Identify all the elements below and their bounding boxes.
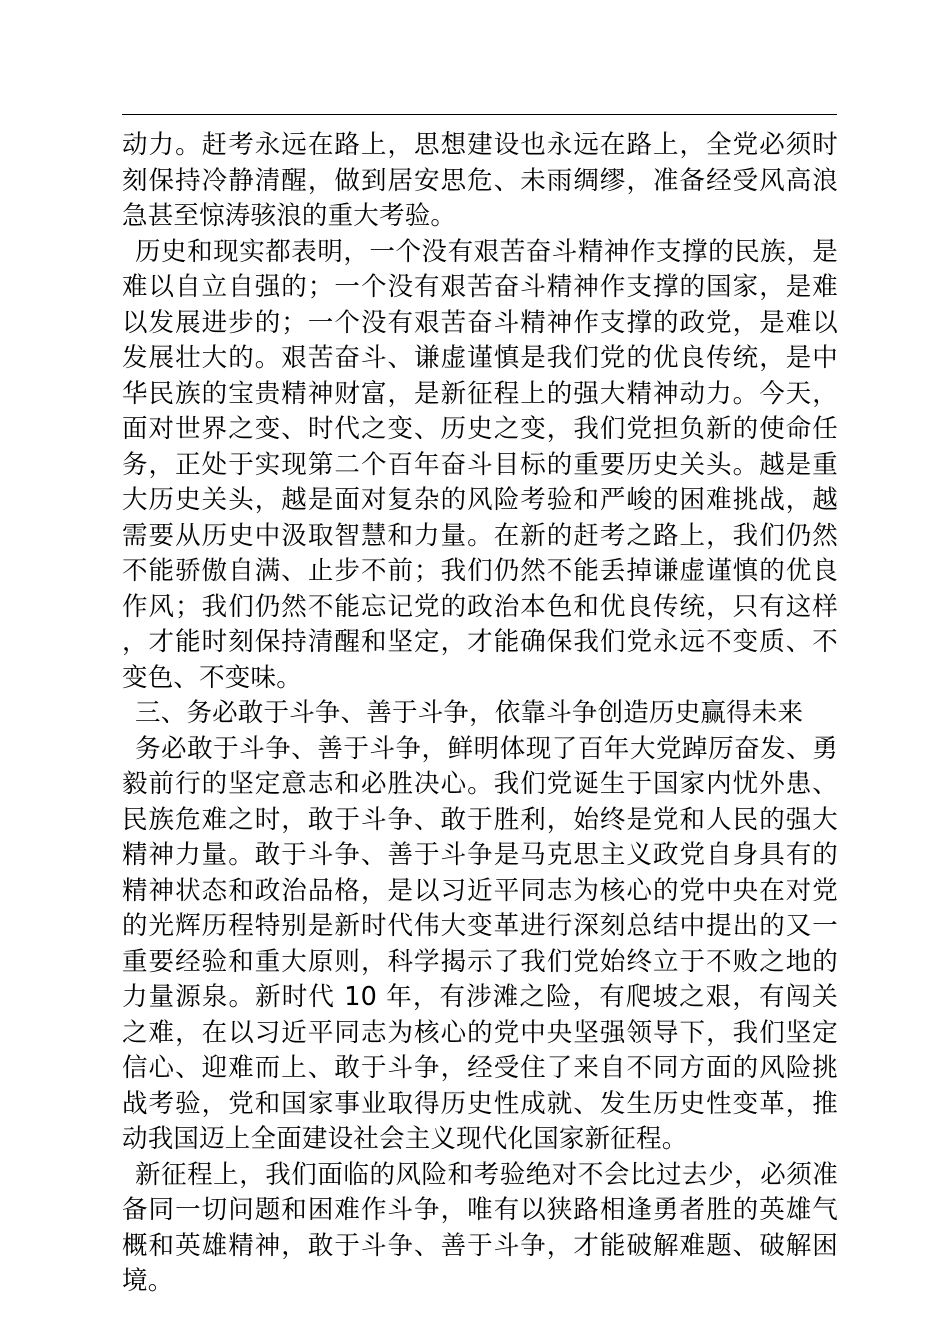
paragraph-dare-to-struggle: 务必敢于斗争、善于斗争，鲜明体现了百年大党踔厉奋发、勇毅前行的坚定意志和必胜决心。我们党诞生于国家内忧外患、民族危难之时，敢于斗争、敢于胜利，始终是党和人民的强大精神力量。敢于斗争、善于斗争是马克思主义政党自身具有的精神状态和政治品格，是以习近平同志为核心的党中央在对党的光辉历程特别是新时代伟大变革进行深刻总结中提出的又一重要经验和重大原则，科学揭示了我们党始终立于不败之地的力量源泉。新时代 10 年，有涉滩之险，有爬坡之艰，有闯关之难，在以习近平同志为核心的党中央坚强领导下，我们坚定信心、迎难而上、敢于斗争，经受住了来自不同方面的风险挑战考验，党和国家事业取得历史性成就、发生历史性变革，推动我国迈上全面建设社会主义现代化国家新征程。: [122, 733, 838, 1154]
header-rule: [122, 114, 837, 115]
paragraph-new-journey: 新征程上，我们面临的风险和考验绝对不会比过去少，必须准备同一切问题和困难作斗争，唯有以狭路相逢勇者胜的英雄气概和英雄精神，敢于斗争、善于斗争，才能破解难题、破解困境。: [122, 1159, 838, 1296]
paragraph-continuation: 动力。赶考永远在路上，思想建设也永远在路上，全党必须时刻保持冷静清醒，做到居安思危、未雨绸缪，准备经受风高浪急甚至惊涛骇浪的重大考验。: [122, 130, 838, 231]
section-heading-three: 三、务必敢于斗争、善于斗争，依靠斗争创造历史赢得未来: [135, 698, 804, 728]
paragraph-struggle-history: 历史和现实都表明，一个没有艰苦奋斗精神作支撑的民族，是难以自立自强的；一个没有艰苦奋斗精神作支撑的国家，是难以发展进步的；一个没有艰苦奋斗精神作支撑的政党，是难以发展壮大的。艰苦奋斗、谦虚谨慎是我们党的优良传统，是中华民族的宝贵精神财富，是新征程上的强大精神动力。今天，面对世界之变、时代之变、历史之变，我们党担负新的使命任务，正处于实现第二个百年奋斗目标的重要历史关头。越是重大历史关头，越是面对复杂的风险考验和严峻的困难挑战，越需要从历史中汲取智慧和力量。在新的赶考之路上，我们仍然不能骄傲自满、止步不前；我们仍然不能丢掉谦虚谨慎的优良作风；我们仍然不能忘记党的政治本色和优良传统，只有这样，才能时刻保持清醒和坚定，才能确保我们党永远不变质、不变色、不变味。: [122, 236, 838, 693]
body-text: [122, 128, 838, 1300]
